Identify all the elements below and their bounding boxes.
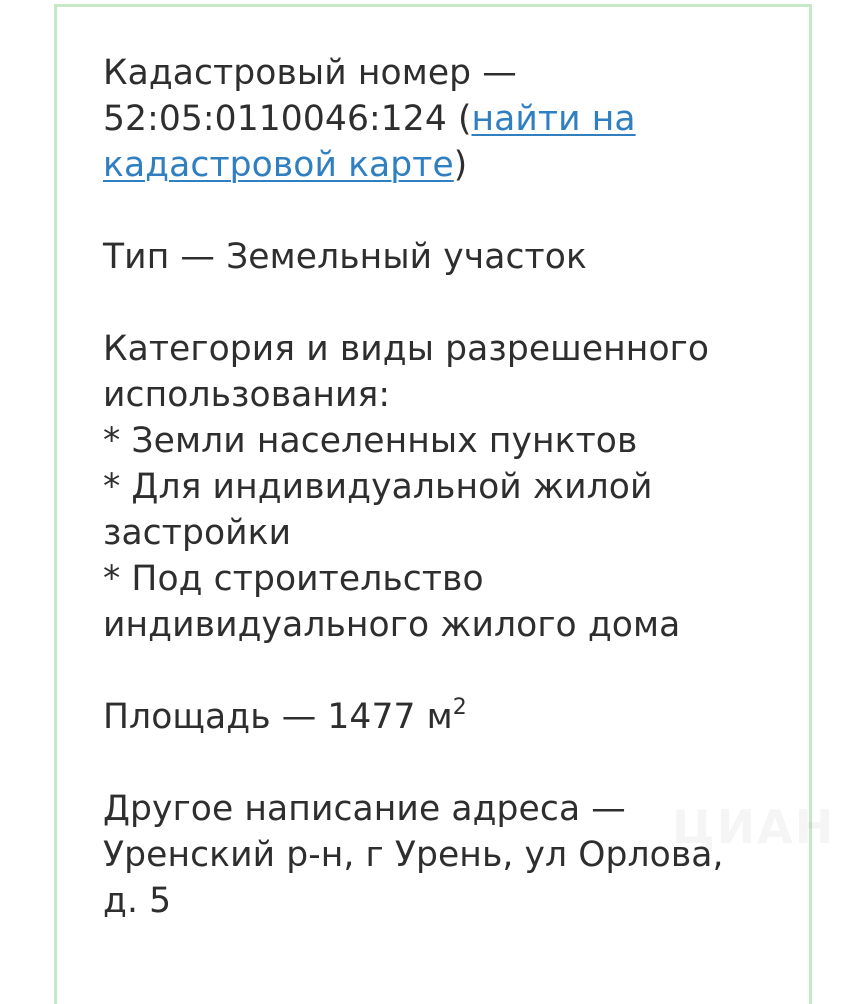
category-item-settlement-lands: * Земли населенных пунктов (103, 421, 638, 461)
cadastral-label: Кадастровый номер — (103, 53, 517, 93)
address-label: Другое написание адреса — (103, 789, 626, 829)
category-item-individual-housing-line1: * Для индивидуальной жилой (103, 467, 653, 507)
type-block (103, 234, 783, 280)
area-unit-superscript: 2 (452, 694, 467, 720)
cadastral-number-line (103, 96, 783, 142)
address-line2: Уренский р-н, г Урень, ул Орлова, (103, 835, 724, 875)
category-heading-line2: использования: (103, 375, 391, 415)
category-heading-line1: Категория и виды разрешенного (103, 329, 710, 369)
category-item-construction-line2: индивидуального жилого дома (103, 605, 681, 645)
area-text (103, 694, 783, 740)
area-block (103, 694, 783, 740)
type-text: Тип — Земельный участок (103, 237, 587, 277)
category-item-individual-housing-line2: застройки (103, 513, 292, 553)
cadastral-number: 52:05:0110046:124 (103, 99, 447, 139)
category-item-construction-line1: * Под строительство (103, 559, 484, 599)
close-paren: ) (453, 145, 468, 185)
cadastral-map-link-part1[interactable]: найти на (471, 99, 636, 139)
cadastral-map-link-part2[interactable]: кадастровой карте (103, 145, 454, 185)
area-value: Площадь — 1477 м (103, 697, 453, 737)
address-block (103, 786, 783, 924)
address-line3: д. 5 (103, 881, 172, 921)
category-block (103, 326, 783, 648)
property-details (103, 50, 783, 970)
cadastral-link-line (103, 142, 783, 188)
open-paren: ( (446, 99, 472, 139)
cadastral-block (103, 50, 783, 188)
